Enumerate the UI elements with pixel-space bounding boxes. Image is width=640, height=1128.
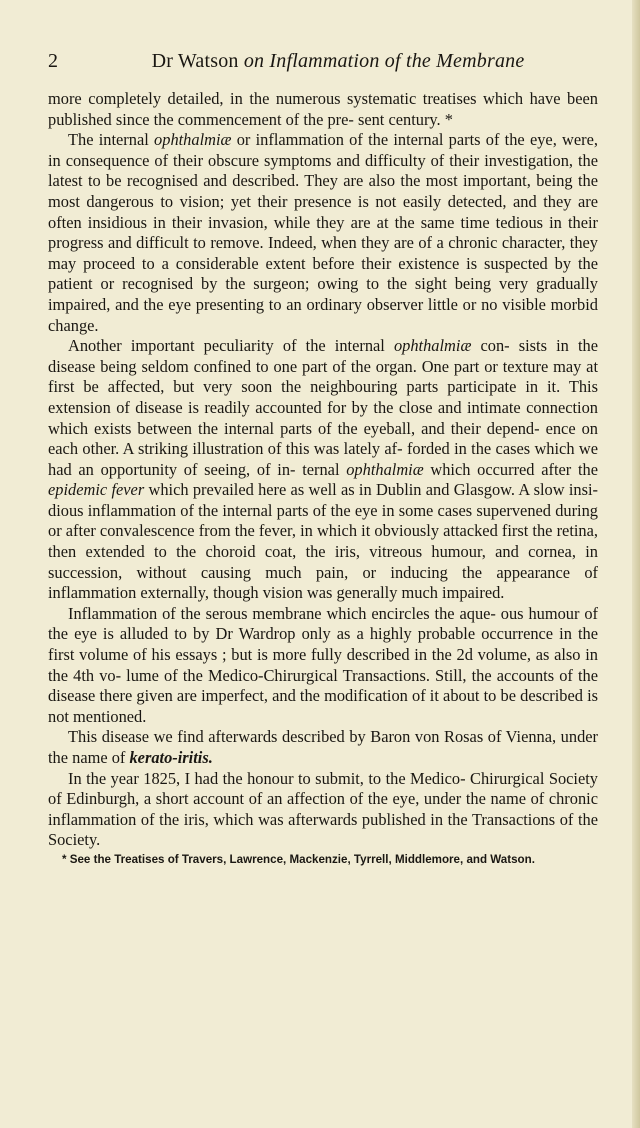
paragraph-5 <box>48 727 598 768</box>
text-segment: This disease we find afterwards described by Baron von Rosas of Vienna, under the name of <box>48 727 598 767</box>
text-segment: which occurred after the <box>423 459 598 479</box>
text-segment: The internal <box>68 130 155 150</box>
text-segment: kerato-iritis. <box>129 748 213 767</box>
footnote: * See the Treatises of Travers, Lawrence, Mackenzie, Tyrrell, Middlemore, and Watson. <box>62 852 535 866</box>
text-segment: con- sists in the disease being seldom confined to one part of the organ. One part or texture may at first be affected, but very soon the neighbouring parts participate in it. This extension of disease is readily accounted for by the close and intimate connection which exists between the internal parts of the eyeball, and their depend- ence on each other. A striking illustration of this was lately af- forded in the cases which we had an opportunity of seeing, of in- ternal <box>48 336 598 479</box>
running-header <box>48 50 598 82</box>
text-segment: Another important peculiarity of the internal <box>68 336 394 356</box>
text-segment: ophthalmiæ <box>346 459 424 479</box>
running-title-subject: on Inflammation of the Membrane <box>243 50 525 72</box>
paragraph-4 <box>48 604 598 728</box>
running-title <box>78 50 598 73</box>
text-segment: Inflammation of the serous membrane which encircles the aque- ous humour of the eye is alluded to by Dr Wardrop only as a highly probable occurrence in the first volume of his essays ; but is more fully described in the 2d volume, as also in the 4th vo- lume of the Medico-Chirurgical Transactions. Still, the accounts of the disease there given are imperfect, and the modification of it about to be described is not mentioned. <box>48 603 598 726</box>
text-segment: In the year 1825, I had the honour to submit, to the Medico- Chirurgical Society of Edinburgh, a short account of an affection of the eye, under the name of chronic inflammation of the iris, which was afterwards published in the Transactions of the Society. <box>48 768 598 850</box>
text-segment: ophthalmiæ <box>154 130 232 150</box>
text-segment: more completely detailed, in the numerous systematic treatises which have been published since the commencement of the pre- sent century. * <box>48 89 598 129</box>
page-number: 2 <box>48 50 59 72</box>
paragraph-6 <box>48 769 598 851</box>
paragraph-2 <box>48 130 598 336</box>
running-title-author: Dr Watson <box>151 50 239 72</box>
page-edge-shadow <box>632 0 640 1128</box>
book-page <box>48 50 598 880</box>
body-text <box>48 89 598 868</box>
paragraph-1 <box>48 89 598 130</box>
text-segment: which prevailed here as well as in Dublin and Glasgow. A slow insi- dious inflammation of the internal parts of the eye in some cases supervened during or after convalescence from the fever, in which it obviously attacked first the retina, then extended to the choroid coat, the iris, vitreous humour, and cornea, in succession, without causing much pain, or inducing the appearance of inflammation externally, though vision was generally much impaired. <box>48 480 598 603</box>
text-segment: epidemic fever <box>48 480 145 500</box>
text-segment: or inflammation of the internal parts of the eye, were, in consequence of their obscure symptoms and difficulty of their investigation, the latest to be recognised and described. They are also the most important, being the most dangerous to vision; yet their presence is not easily detected, and they are often insidious in their invasion, while they are at the same time tedious in their progress and difficult to remove. Indeed, when they are of a chronic character, they may proceed to a considerable extent before their existence is suspected by the patient or recognised by the surgeon; owing to the sight being very gradually impaired, and the eye presenting to an ordinary observer little or no visible morbid change. <box>48 130 598 335</box>
text-segment: ophthalmiæ <box>393 336 472 356</box>
paragraph-3 <box>48 336 598 604</box>
